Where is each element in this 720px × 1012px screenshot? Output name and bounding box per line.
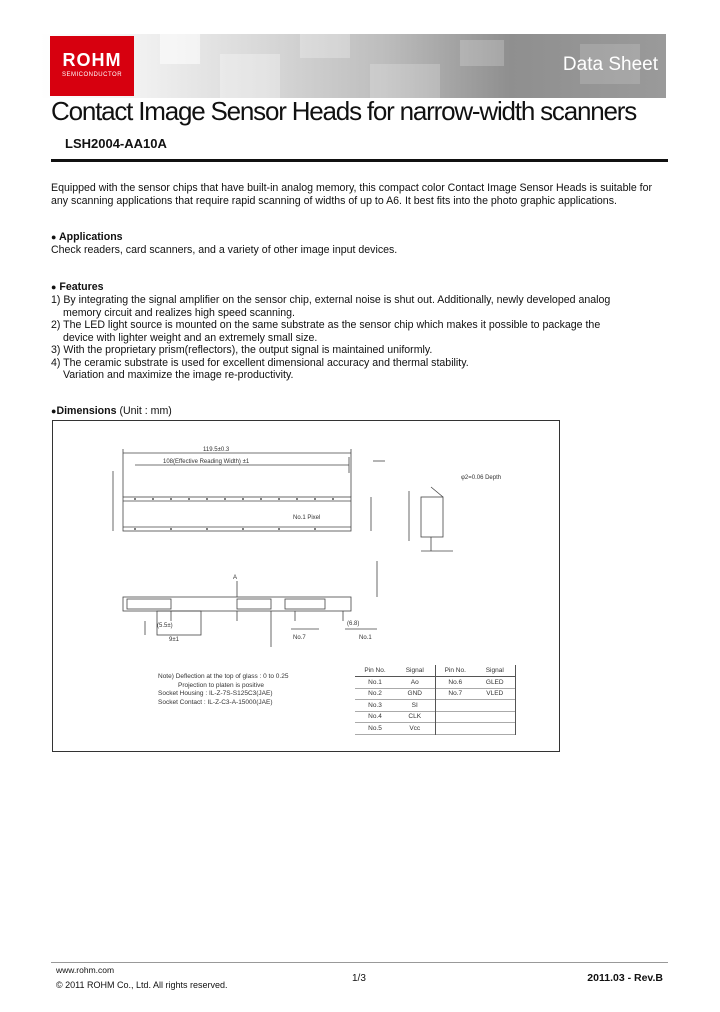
pin-table-header: Pin No. [435, 665, 475, 677]
datasheet-label: Data Sheet [562, 54, 658, 75]
table-row [355, 711, 515, 723]
pin-table-header: Signal [395, 665, 435, 677]
bullet-icon: ● [51, 282, 57, 292]
feature-line: 3) With the proprietary prism(reflectors), the output signal is maintained uniformly. [51, 344, 433, 356]
footer-copyright: © 2011 ROHM Co., Ltd. All rights reserved. [56, 980, 228, 990]
table-cell [475, 700, 515, 712]
applications-heading-text: Applications [59, 231, 123, 243]
dim-left-label: (5.5±) [157, 623, 173, 629]
pin-no1-label: No.1 [359, 635, 372, 641]
table-cell: Vcc [395, 723, 435, 735]
table-cell: VLED [475, 688, 515, 700]
pin-no7-label: No.7 [293, 635, 306, 641]
pin-table-header: Signal [475, 665, 515, 677]
bullet-icon: ● [51, 232, 57, 242]
table-cell: No.6 [448, 678, 463, 686]
pin-table-header-row [355, 665, 515, 677]
note-line: Projection to platen is positive [178, 681, 264, 689]
table-row [355, 677, 515, 689]
table-cell: No.3 [368, 701, 382, 709]
table-cell [435, 711, 475, 723]
feature-line: 1) By integrating the signal amplifier on the sensor chip, external noise is shut out. Additionally, newly developed analog [51, 294, 611, 306]
footer-divider [51, 962, 668, 963]
section-a-label: A [233, 575, 238, 581]
dimension-notes [158, 673, 288, 707]
dimensions-heading-text: Dimensions [56, 405, 117, 417]
table-cell [475, 711, 515, 723]
table-cell: No.5 [368, 724, 382, 732]
note-line: Socket Housing : IL-Z-7S-S125C3(JAE) [158, 690, 273, 697]
table-cell [435, 700, 475, 712]
part-number: LSH2004-AA10A [65, 136, 167, 151]
applications-heading [51, 231, 123, 243]
note-line: Note) Deflection at the top of glass : 0 to 0.25 [158, 673, 289, 680]
overall-length-label: 119.5±0.3 [203, 447, 230, 453]
table-row [355, 688, 515, 700]
page-title: Contact Image Sensor Heads for narrow-width scanners [51, 96, 637, 126]
note-line: Socket Contact : IL-Z-C3-A-15000(JAE) [158, 698, 273, 706]
bullet-icon: ● [51, 406, 57, 416]
reading-width-label: 108(Effective Reading Width) ±1 [163, 459, 250, 465]
table-cell: CLK [395, 711, 435, 723]
feature-line: Variation and maximize the image re-productivity. [63, 369, 294, 381]
applications-text: Check readers, card scanners, and a variety of other image input devices. [51, 244, 398, 256]
table-cell: Ao [395, 677, 435, 689]
dimensions-heading [51, 405, 172, 417]
pin-table-header: Pin No. [355, 665, 395, 677]
table-cell: No.2 [368, 690, 382, 698]
feature-line: 2) The LED light source is mounted on the same substrate as the sensor chip which makes it possible to package the [51, 319, 601, 331]
table-cell: GLED [475, 677, 515, 689]
pixel-note-label: No.1 Pixel [293, 515, 321, 521]
table-cell [475, 723, 515, 735]
title-divider [51, 159, 668, 162]
table-cell [435, 723, 475, 735]
depth-note-label: φ2=0.06 Depth [461, 475, 502, 481]
feature-line: device with lighter weight and an extremely small size. [63, 331, 318, 344]
features-heading-text: Features [59, 281, 104, 293]
logo-text: ROHM [62, 50, 122, 70]
table-cell: SI [395, 700, 435, 712]
footer-url[interactable]: www.rohm.com [56, 965, 115, 975]
table-row [355, 700, 515, 712]
table-cell: GND [395, 688, 435, 700]
feature-line: memory circuit and realizes high speed scanning. [63, 306, 296, 319]
dim-left2-label: 9±1 [169, 637, 179, 643]
table-cell: No.1 [368, 678, 382, 686]
intro-paragraph: Equipped with the sensor chips that have built-in analog memory, this compact color Contact Image Sensor Heads is suitable for any scanning applications that require rapid scanning of widths of up to A6. It best fits into the photo graphic applications. [51, 182, 653, 207]
features-heading [51, 281, 104, 293]
revision-label: 2011.03 - Rev.B [587, 972, 663, 984]
logo-subtext: SEMICONDUCTOR [61, 72, 123, 78]
pin-table [355, 665, 516, 735]
table-cell: No.4 [368, 713, 382, 721]
dimensions-unit: (Unit : mm) [119, 405, 172, 417]
dim-right-label: (6.8) [347, 621, 360, 627]
page-number: 1/3 [352, 973, 366, 984]
table-row [355, 723, 515, 735]
features-list [51, 294, 671, 382]
rohm-logo [50, 36, 134, 96]
table-cell: No.7 [448, 690, 463, 698]
feature-line: 4) The ceramic substrate is used for excellent dimensional accuracy and thermal stability. [51, 356, 469, 369]
